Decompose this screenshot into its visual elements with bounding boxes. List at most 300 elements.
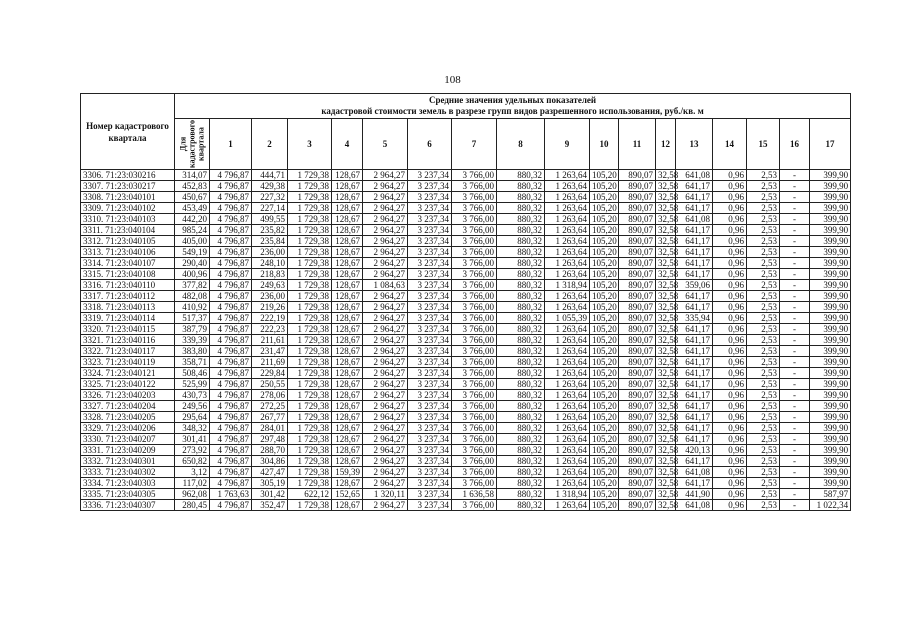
value-cell: 0,96 bbox=[713, 456, 747, 467]
quarter-number-cell: 3309. 71:23:040102 bbox=[81, 203, 175, 214]
value-cell: 359,06 bbox=[676, 280, 713, 291]
value-cell: 2 964,27 bbox=[363, 379, 408, 390]
value-cell: 32,58 bbox=[656, 401, 676, 412]
value-cell: - bbox=[780, 346, 810, 357]
value-cell: 1 729,38 bbox=[288, 357, 332, 368]
value-cell: 399,90 bbox=[810, 192, 851, 203]
value-cell: 641,17 bbox=[676, 401, 713, 412]
value-cell: 399,90 bbox=[810, 423, 851, 434]
value-cell: 128,67 bbox=[332, 280, 363, 291]
quarter-number-cell: 3316. 71:23:040110 bbox=[81, 280, 175, 291]
value-cell: 387,79 bbox=[175, 324, 210, 335]
value-cell: 3 766,00 bbox=[452, 412, 497, 423]
value-cell: 1 263,64 bbox=[545, 379, 590, 390]
value-cell: 2,53 bbox=[747, 192, 780, 203]
value-cell: 1 263,64 bbox=[545, 236, 590, 247]
quarter-number-cell: 3330. 71:23:040207 bbox=[81, 434, 175, 445]
value-cell: 352,47 bbox=[252, 500, 288, 511]
column-header: 2 bbox=[252, 119, 288, 170]
value-cell: 641,17 bbox=[676, 247, 713, 258]
value-cell: 128,67 bbox=[332, 346, 363, 357]
table-row bbox=[81, 258, 851, 269]
value-cell: 880,32 bbox=[497, 203, 545, 214]
value-cell: 880,32 bbox=[497, 302, 545, 313]
value-cell: 399,90 bbox=[810, 203, 851, 214]
value-cell: 4 796,87 bbox=[210, 390, 252, 401]
value-cell: - bbox=[780, 236, 810, 247]
value-cell: 1 263,64 bbox=[545, 203, 590, 214]
value-cell: - bbox=[780, 225, 810, 236]
value-cell: 211,69 bbox=[252, 357, 288, 368]
value-cell: 128,67 bbox=[332, 390, 363, 401]
value-cell: 1 263,64 bbox=[545, 192, 590, 203]
value-cell: 128,67 bbox=[332, 192, 363, 203]
value-cell: 641,17 bbox=[676, 412, 713, 423]
value-cell: 105,20 bbox=[590, 203, 619, 214]
value-cell: 32,58 bbox=[656, 467, 676, 478]
value-cell: 1 729,38 bbox=[288, 445, 332, 456]
table-row bbox=[81, 445, 851, 456]
value-cell: 128,67 bbox=[332, 170, 363, 181]
value-cell: 880,32 bbox=[497, 225, 545, 236]
value-cell: 3 237,34 bbox=[408, 170, 452, 181]
page-number: 108 bbox=[444, 74, 461, 86]
table-row bbox=[81, 280, 851, 291]
value-cell: 3 766,00 bbox=[452, 302, 497, 313]
value-cell: 399,90 bbox=[810, 412, 851, 423]
table-row bbox=[81, 313, 851, 324]
value-cell: 3 237,34 bbox=[408, 423, 452, 434]
table-row bbox=[81, 302, 851, 313]
value-cell: - bbox=[780, 379, 810, 390]
value-cell: 32,58 bbox=[656, 346, 676, 357]
value-cell: 3 237,34 bbox=[408, 258, 452, 269]
value-cell: 273,92 bbox=[175, 445, 210, 456]
value-cell: 1 263,64 bbox=[545, 335, 590, 346]
quarter-number-cell: 3323. 71:23:040119 bbox=[81, 357, 175, 368]
value-cell: 3 766,00 bbox=[452, 346, 497, 357]
value-cell: - bbox=[780, 192, 810, 203]
value-cell: 880,32 bbox=[497, 335, 545, 346]
value-cell: 641,17 bbox=[676, 379, 713, 390]
value-cell: 1 729,38 bbox=[288, 368, 332, 379]
value-cell: 890,07 bbox=[619, 225, 656, 236]
value-cell: 1 729,38 bbox=[288, 269, 332, 280]
value-cell: 1 729,38 bbox=[288, 434, 332, 445]
value-cell: 105,20 bbox=[590, 379, 619, 390]
value-cell: 399,90 bbox=[810, 170, 851, 181]
value-cell: 880,32 bbox=[497, 214, 545, 225]
value-cell: 1 729,38 bbox=[288, 203, 332, 214]
value-cell: 2,53 bbox=[747, 170, 780, 181]
value-cell: 1 729,38 bbox=[288, 423, 332, 434]
value-cell: 3 766,00 bbox=[452, 434, 497, 445]
value-cell: 227,14 bbox=[252, 203, 288, 214]
value-cell: 0,96 bbox=[713, 434, 747, 445]
value-cell: 1 729,38 bbox=[288, 335, 332, 346]
value-cell: 2 964,27 bbox=[363, 324, 408, 335]
value-cell: 4 796,87 bbox=[210, 412, 252, 423]
value-cell: 3 237,34 bbox=[408, 390, 452, 401]
column-header: 9 bbox=[545, 119, 590, 170]
value-cell: 105,20 bbox=[590, 357, 619, 368]
value-cell: 1 263,64 bbox=[545, 478, 590, 489]
value-cell: 32,58 bbox=[656, 280, 676, 291]
table-row bbox=[81, 236, 851, 247]
value-cell: 1 263,64 bbox=[545, 423, 590, 434]
value-cell: 128,67 bbox=[332, 478, 363, 489]
value-cell: 3 766,00 bbox=[452, 214, 497, 225]
value-cell: 4 796,87 bbox=[210, 291, 252, 302]
value-cell: - bbox=[780, 390, 810, 401]
value-cell: 0,96 bbox=[713, 467, 747, 478]
value-cell: 4 796,87 bbox=[210, 500, 252, 511]
value-cell: 890,07 bbox=[619, 313, 656, 324]
value-cell: 1 263,64 bbox=[545, 434, 590, 445]
value-cell: 3 237,34 bbox=[408, 478, 452, 489]
value-cell: 4 796,87 bbox=[210, 302, 252, 313]
value-cell: 4 796,87 bbox=[210, 258, 252, 269]
value-cell: 1 729,38 bbox=[288, 302, 332, 313]
table-row bbox=[81, 368, 851, 379]
value-cell: 4 796,87 bbox=[210, 236, 252, 247]
value-cell: 32,58 bbox=[656, 390, 676, 401]
quarter-value-header: Для кадастрового квартала bbox=[175, 119, 210, 170]
value-cell: - bbox=[780, 313, 810, 324]
quarter-number-cell: 3307. 71:23:030217 bbox=[81, 181, 175, 192]
value-cell: 2,53 bbox=[747, 500, 780, 511]
column-header: 12 bbox=[656, 119, 676, 170]
column-header: 15 bbox=[747, 119, 780, 170]
value-cell: 890,07 bbox=[619, 412, 656, 423]
value-cell: 3 237,34 bbox=[408, 302, 452, 313]
value-cell: 399,90 bbox=[810, 467, 851, 478]
quarter-number-cell: 3321. 71:23:040116 bbox=[81, 335, 175, 346]
value-cell: 399,90 bbox=[810, 302, 851, 313]
quarter-number-cell: 3312. 71:23:040105 bbox=[81, 236, 175, 247]
value-cell: 427,47 bbox=[252, 467, 288, 478]
table-row bbox=[81, 225, 851, 236]
value-cell: 0,96 bbox=[713, 357, 747, 368]
value-cell: - bbox=[780, 324, 810, 335]
value-cell: 2 964,27 bbox=[363, 368, 408, 379]
value-cell: 1 729,38 bbox=[288, 412, 332, 423]
value-cell: 32,58 bbox=[656, 181, 676, 192]
value-cell: 2 964,27 bbox=[363, 434, 408, 445]
value-cell: 641,08 bbox=[676, 214, 713, 225]
value-cell: 3 766,00 bbox=[452, 401, 497, 412]
value-cell: 0,96 bbox=[713, 313, 747, 324]
value-cell: 222,23 bbox=[252, 324, 288, 335]
value-cell: 3 237,34 bbox=[408, 269, 452, 280]
value-cell: 32,58 bbox=[656, 225, 676, 236]
value-cell: 2,53 bbox=[747, 258, 780, 269]
value-cell: 105,20 bbox=[590, 489, 619, 500]
value-cell: 2,53 bbox=[747, 181, 780, 192]
value-cell: 444,71 bbox=[252, 170, 288, 181]
value-cell: 159,39 bbox=[332, 467, 363, 478]
value-cell: 1 263,64 bbox=[545, 456, 590, 467]
value-cell: 4 796,87 bbox=[210, 335, 252, 346]
table-row bbox=[81, 401, 851, 412]
value-cell: - bbox=[780, 478, 810, 489]
table-row bbox=[81, 489, 851, 500]
value-cell: 105,20 bbox=[590, 445, 619, 456]
value-cell: 1 636,58 bbox=[452, 489, 497, 500]
value-cell: 3 237,34 bbox=[408, 335, 452, 346]
value-cell: 2,53 bbox=[747, 489, 780, 500]
value-cell: 128,67 bbox=[332, 445, 363, 456]
quarter-number-cell: 3322. 71:23:040117 bbox=[81, 346, 175, 357]
value-cell: 410,92 bbox=[175, 302, 210, 313]
value-cell: 880,32 bbox=[497, 324, 545, 335]
value-cell: 4 796,87 bbox=[210, 456, 252, 467]
value-cell: 2,53 bbox=[747, 379, 780, 390]
value-cell: 641,17 bbox=[676, 291, 713, 302]
value-cell: 3 237,34 bbox=[408, 247, 452, 258]
value-cell: 2 964,27 bbox=[363, 170, 408, 181]
quarter-number-cell: 3333. 71:23:040302 bbox=[81, 467, 175, 478]
value-cell: 1 320,11 bbox=[363, 489, 408, 500]
value-cell: 3 766,00 bbox=[452, 379, 497, 390]
value-cell: 0,96 bbox=[713, 236, 747, 247]
value-cell: 32,58 bbox=[656, 247, 676, 258]
value-cell: 1 729,38 bbox=[288, 346, 332, 357]
quarter-number-cell: 3315. 71:23:040108 bbox=[81, 269, 175, 280]
value-cell: 3 237,34 bbox=[408, 401, 452, 412]
value-cell: 1 263,64 bbox=[545, 412, 590, 423]
value-cell: 32,58 bbox=[656, 214, 676, 225]
value-cell: 482,08 bbox=[175, 291, 210, 302]
value-cell: - bbox=[780, 368, 810, 379]
value-cell: - bbox=[780, 423, 810, 434]
value-cell: 3 237,34 bbox=[408, 368, 452, 379]
value-cell: 32,58 bbox=[656, 192, 676, 203]
table-row bbox=[81, 181, 851, 192]
value-cell: 3 766,00 bbox=[452, 324, 497, 335]
value-cell: 301,42 bbox=[252, 489, 288, 500]
value-cell: 4 796,87 bbox=[210, 401, 252, 412]
value-cell: 105,20 bbox=[590, 324, 619, 335]
value-cell: 3 237,34 bbox=[408, 214, 452, 225]
value-cell: 890,07 bbox=[619, 214, 656, 225]
quarter-number-cell: 3320. 71:23:040115 bbox=[81, 324, 175, 335]
table-row bbox=[81, 390, 851, 401]
value-cell: - bbox=[780, 500, 810, 511]
value-cell: 2 964,27 bbox=[363, 401, 408, 412]
group-title-line-2: кадастровой стоимости земель в разрезе групп видов разрешенного использования, руб./кв. м bbox=[321, 106, 704, 116]
column-header: 8 bbox=[497, 119, 545, 170]
value-cell: 0,96 bbox=[713, 489, 747, 500]
value-cell: 499,55 bbox=[252, 214, 288, 225]
quarter-number-cell: 3314. 71:23:040107 bbox=[81, 258, 175, 269]
value-cell: - bbox=[780, 214, 810, 225]
column-header: 5 bbox=[363, 119, 408, 170]
value-cell: 890,07 bbox=[619, 247, 656, 258]
table-body bbox=[81, 170, 851, 511]
value-cell: 890,07 bbox=[619, 335, 656, 346]
value-cell: 1 263,64 bbox=[545, 368, 590, 379]
quarter-number-cell: 3311. 71:23:040104 bbox=[81, 225, 175, 236]
value-cell: 128,67 bbox=[332, 357, 363, 368]
value-cell: 1 729,38 bbox=[288, 478, 332, 489]
value-cell: 1 263,64 bbox=[545, 181, 590, 192]
quarter-number-cell: 3336. 71:23:040307 bbox=[81, 500, 175, 511]
quarter-number-cell: 3331. 71:23:040209 bbox=[81, 445, 175, 456]
value-cell: 32,58 bbox=[656, 335, 676, 346]
value-cell: 105,20 bbox=[590, 181, 619, 192]
value-cell: - bbox=[780, 170, 810, 181]
value-cell: 128,67 bbox=[332, 225, 363, 236]
value-cell: 1 318,94 bbox=[545, 280, 590, 291]
value-cell: 880,32 bbox=[497, 346, 545, 357]
quarter-number-cell: 3332. 71:23:040301 bbox=[81, 456, 175, 467]
table-row bbox=[81, 434, 851, 445]
value-cell: 249,56 bbox=[175, 401, 210, 412]
value-cell: 105,20 bbox=[590, 434, 619, 445]
value-cell: 3 237,34 bbox=[408, 500, 452, 511]
value-cell: 430,73 bbox=[175, 390, 210, 401]
group-title-line-1: Средние значения удельных показателей bbox=[429, 95, 597, 105]
value-cell: 4 796,87 bbox=[210, 269, 252, 280]
value-cell: 32,58 bbox=[656, 456, 676, 467]
table-row bbox=[81, 214, 851, 225]
value-cell: 890,07 bbox=[619, 280, 656, 291]
value-cell: 4 796,87 bbox=[210, 423, 252, 434]
value-cell: 1 729,38 bbox=[288, 181, 332, 192]
value-cell: 152,65 bbox=[332, 489, 363, 500]
value-cell: 3 237,34 bbox=[408, 291, 452, 302]
value-cell: 890,07 bbox=[619, 269, 656, 280]
value-cell: 0,96 bbox=[713, 412, 747, 423]
value-cell: 880,32 bbox=[497, 500, 545, 511]
value-cell: 3 237,34 bbox=[408, 313, 452, 324]
value-cell: 890,07 bbox=[619, 423, 656, 434]
table-row bbox=[81, 247, 851, 258]
value-cell: 3 237,34 bbox=[408, 324, 452, 335]
value-cell: 880,32 bbox=[497, 291, 545, 302]
value-cell: 3 766,00 bbox=[452, 192, 497, 203]
value-cell: 32,58 bbox=[656, 357, 676, 368]
value-cell: 0,96 bbox=[713, 324, 747, 335]
value-cell: 4 796,87 bbox=[210, 379, 252, 390]
value-cell: 890,07 bbox=[619, 379, 656, 390]
value-cell: 2,53 bbox=[747, 214, 780, 225]
value-cell: 450,67 bbox=[175, 192, 210, 203]
value-cell: 1 263,64 bbox=[545, 170, 590, 181]
value-cell: 1 729,38 bbox=[288, 313, 332, 324]
value-cell: 1 263,64 bbox=[545, 225, 590, 236]
value-cell: 3,12 bbox=[175, 467, 210, 478]
value-cell: 32,58 bbox=[656, 500, 676, 511]
value-cell: 105,20 bbox=[590, 258, 619, 269]
value-cell: 1 263,64 bbox=[545, 401, 590, 412]
value-cell: 641,17 bbox=[676, 335, 713, 346]
quarter-number-cell: 3325. 71:23:040122 bbox=[81, 379, 175, 390]
value-cell: 641,17 bbox=[676, 269, 713, 280]
value-cell: 128,67 bbox=[332, 379, 363, 390]
value-cell: 890,07 bbox=[619, 181, 656, 192]
value-cell: 890,07 bbox=[619, 346, 656, 357]
value-cell: 2 964,27 bbox=[363, 478, 408, 489]
value-cell: 880,32 bbox=[497, 390, 545, 401]
value-cell: 880,32 bbox=[497, 269, 545, 280]
value-cell: 4 796,87 bbox=[210, 203, 252, 214]
value-cell: 400,96 bbox=[175, 269, 210, 280]
value-cell: 2,53 bbox=[747, 467, 780, 478]
value-cell: 880,32 bbox=[497, 368, 545, 379]
value-cell: 4 796,87 bbox=[210, 346, 252, 357]
value-cell: 128,67 bbox=[332, 324, 363, 335]
table-row bbox=[81, 456, 851, 467]
value-cell: 105,20 bbox=[590, 247, 619, 258]
value-cell: 32,58 bbox=[656, 170, 676, 181]
value-cell: 3 766,00 bbox=[452, 258, 497, 269]
value-cell: 288,70 bbox=[252, 445, 288, 456]
value-cell: 267,77 bbox=[252, 412, 288, 423]
value-cell: 128,67 bbox=[332, 434, 363, 445]
value-cell: 3 237,34 bbox=[408, 192, 452, 203]
value-cell: 32,58 bbox=[656, 434, 676, 445]
value-cell: 1 729,38 bbox=[288, 170, 332, 181]
value-cell: 211,61 bbox=[252, 335, 288, 346]
value-cell: 0,96 bbox=[713, 390, 747, 401]
value-cell: 4 796,87 bbox=[210, 181, 252, 192]
value-cell: 2,53 bbox=[747, 390, 780, 401]
value-cell: 105,20 bbox=[590, 236, 619, 247]
value-cell: 339,39 bbox=[175, 335, 210, 346]
value-cell: 290,40 bbox=[175, 258, 210, 269]
value-cell: 890,07 bbox=[619, 291, 656, 302]
value-cell: 2 964,27 bbox=[363, 214, 408, 225]
value-cell: 105,20 bbox=[590, 412, 619, 423]
value-cell: 105,20 bbox=[590, 291, 619, 302]
value-cell: 3 766,00 bbox=[452, 467, 497, 478]
value-cell: - bbox=[780, 357, 810, 368]
quarter-number-cell: 3326. 71:23:040203 bbox=[81, 390, 175, 401]
value-cell: 890,07 bbox=[619, 390, 656, 401]
value-cell: 295,64 bbox=[175, 412, 210, 423]
value-cell: 105,20 bbox=[590, 401, 619, 412]
value-cell: 399,90 bbox=[810, 214, 851, 225]
value-cell: 128,67 bbox=[332, 181, 363, 192]
value-cell: 128,67 bbox=[332, 401, 363, 412]
value-cell: 32,58 bbox=[656, 489, 676, 500]
value-cell: 1 729,38 bbox=[288, 280, 332, 291]
value-cell: 128,67 bbox=[332, 335, 363, 346]
value-cell: 1 084,63 bbox=[363, 280, 408, 291]
value-cell: 1 729,38 bbox=[288, 225, 332, 236]
column-header: 10 bbox=[590, 119, 619, 170]
value-cell: 3 237,34 bbox=[408, 467, 452, 478]
value-cell: 641,17 bbox=[676, 181, 713, 192]
value-cell: - bbox=[780, 445, 810, 456]
value-cell: 3 766,00 bbox=[452, 357, 497, 368]
value-cell: 890,07 bbox=[619, 456, 656, 467]
value-cell: 2,53 bbox=[747, 346, 780, 357]
value-cell: 1 263,64 bbox=[545, 324, 590, 335]
table-row bbox=[81, 346, 851, 357]
value-cell: - bbox=[780, 247, 810, 258]
value-cell: 4 796,87 bbox=[210, 445, 252, 456]
value-cell: - bbox=[780, 489, 810, 500]
value-cell: 2,53 bbox=[747, 313, 780, 324]
value-cell: 641,17 bbox=[676, 390, 713, 401]
value-cell: 4 796,87 bbox=[210, 225, 252, 236]
value-cell: 880,32 bbox=[497, 170, 545, 181]
value-cell: 399,90 bbox=[810, 335, 851, 346]
value-cell: 880,32 bbox=[497, 247, 545, 258]
